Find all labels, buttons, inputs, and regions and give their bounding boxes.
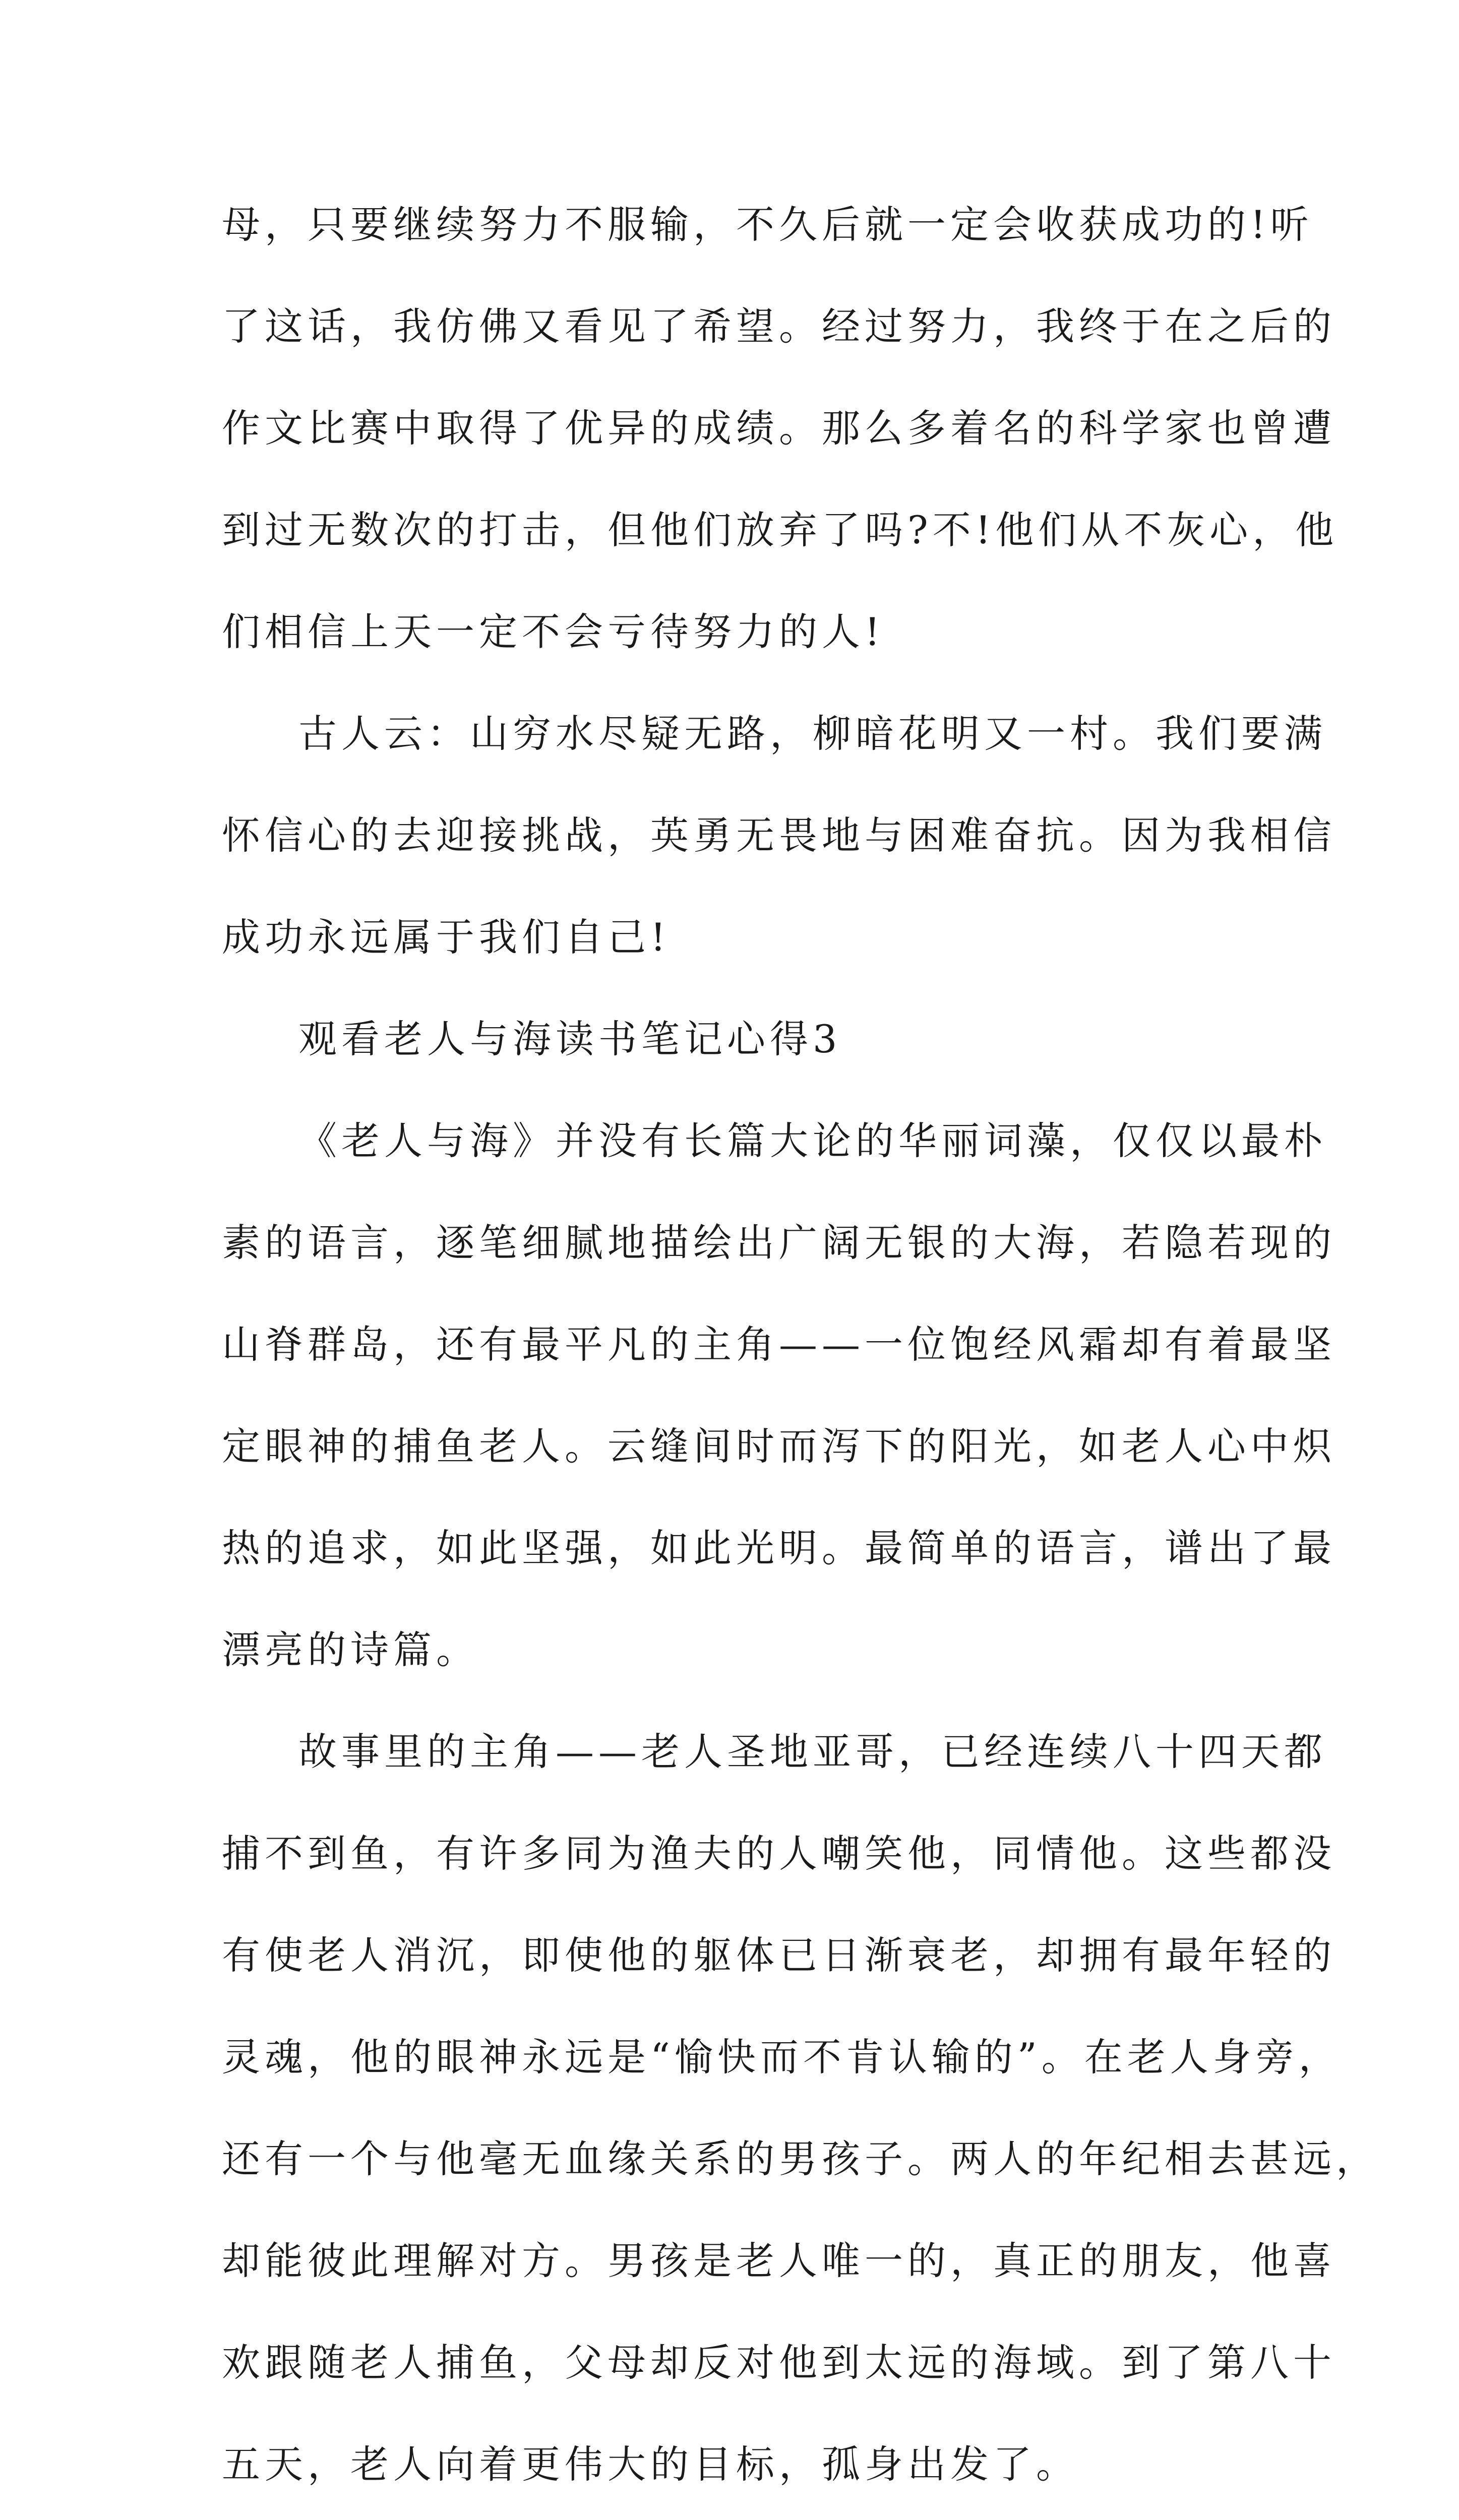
text-line: 成功永远属于我们自己! (222, 915, 671, 960)
text-line: 捕不到鱼，有许多同为渔夫的人嘲笑他，同情他。这些都没 (222, 1831, 1336, 1876)
text-line: 们相信上天一定不会亏待努力的人! (222, 609, 885, 654)
body-text (222, 174, 1379, 2520)
text-line: 了这话，我仿佛又看见了希望。经过努力，我终于在之后的 (222, 304, 1336, 349)
text-line: 热的追求，如此坚强，如此光明。最简单的语言，谱出了最 (222, 1526, 1336, 1570)
text-line: 还有一个与他毫无血缘关系的男孩子。两人的年纪相去甚远， (222, 2136, 1379, 2181)
text-line: 怀信心的去迎接挑战，英勇无畏地与困难奋抗。因为我相信 (222, 813, 1336, 858)
text-line: 山脊群岛，还有最平凡的主角——一位饱经风霜却有着最坚 (222, 1322, 1336, 1367)
text-line: 到过无数次的打击，但他们放弃了吗?不!他们从不灰心，他 (222, 508, 1339, 552)
text-line: 定眼神的捕鱼老人。云缝间时而泻下的阳光，如老人心中炽 (222, 1424, 1336, 1469)
text-line: 观看老人与海读书笔记心得3 (298, 1017, 842, 1061)
text-line: 母，只要继续努力不服输，不久后就一定会收获成功的!听 (222, 202, 1313, 247)
text-line: 作文比赛中取得了优异的成绩。那么多着名的科学家也曾遭 (222, 406, 1336, 451)
text-line: 五天，老人向着更伟大的目标，孤身出发了。 (222, 2442, 1079, 2487)
text-line: 故事里的主角——老人圣地亚哥，已经连续八十四天都 (298, 1729, 1327, 1774)
text-line: 欢跟随老人捕鱼，父母却反对他到太远的海域。到了第八十 (222, 2340, 1336, 2385)
text-line: 灵魂，他的眼神永远是“愉快而不肯认输的”。在老人身旁， (222, 2035, 1342, 2080)
text-line: 漂亮的诗篇。 (222, 1627, 479, 1672)
text-line: 素的语言，逐笔细腻地描绘出广阔无银的大海，若隐若现的 (222, 1220, 1336, 1265)
text-line: 古人云：山穷水尽疑无路，柳暗花明又一村。我们要满 (298, 711, 1327, 756)
text-line: 有使老人消沉，即使他的躯体已日渐衰老，却拥有最年轻的 (222, 1933, 1336, 1978)
text-line: 《老人与海》并没有长篇大论的华丽词藻，仅仅以最朴 (298, 1118, 1327, 1163)
text-line (222, 2515, 1250, 2520)
text-line: 却能彼此理解对方。男孩是老人唯一的，真正的朋友，他喜 (222, 2238, 1336, 2283)
